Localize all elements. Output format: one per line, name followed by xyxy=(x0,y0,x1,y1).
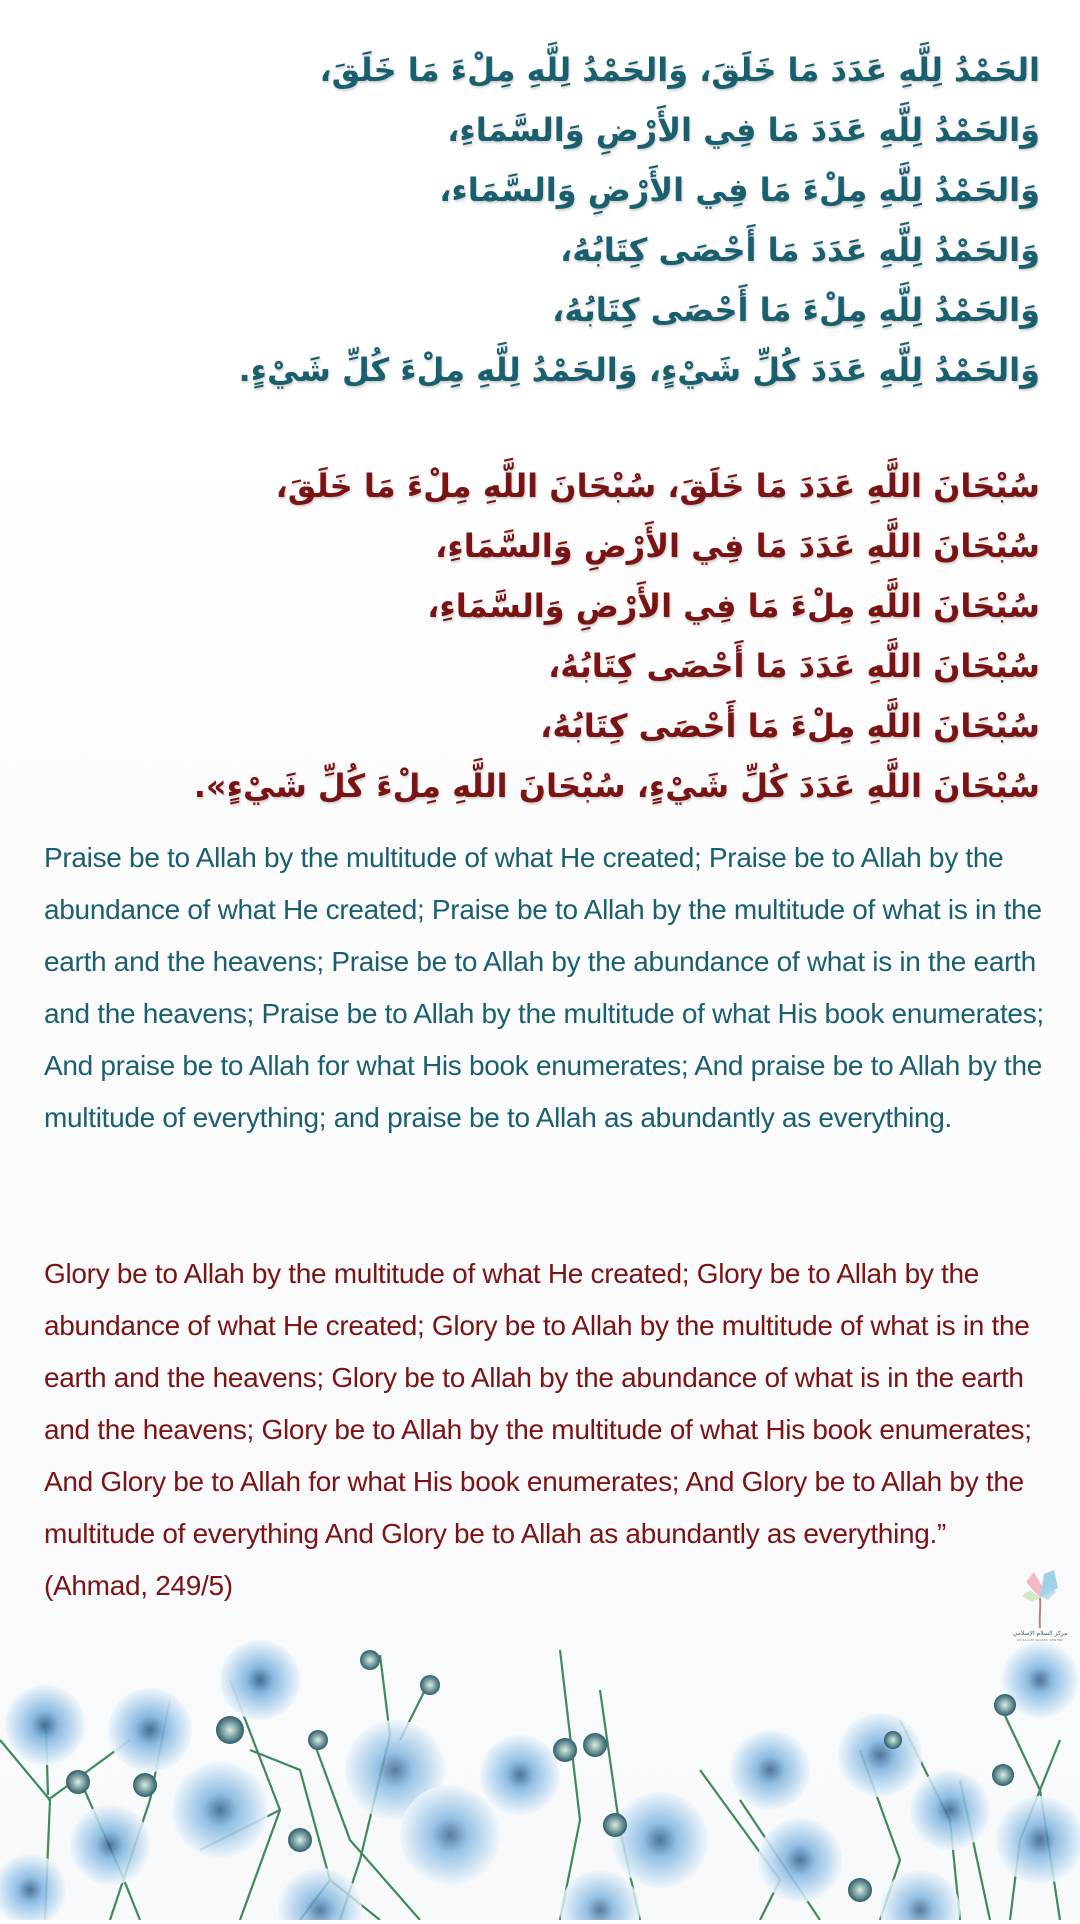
arabic-subhan-line: سُبْحَانَ اللَّهِ مِلْءَ مَا فِي الأَرْضِ وَالسَّمَاءِ، xyxy=(427,587,1040,625)
arabic-hamd-line: وَالحَمْدُ لِلَّهِ عَدَدَ كُلِّ شَيْءٍ، وَالحَمْدُ لِلَّهِ مِلْءَ كُلِّ شَيْءٍ. xyxy=(238,351,1040,389)
logo-arabic-name: مركز السلام الإسلامي xyxy=(1012,1630,1068,1637)
blue-flowers-illustration-icon xyxy=(0,1620,1080,1920)
arabic-hamd-line: وَالحَمْدُ لِلَّهِ عَدَدَ مَا أَحْصَى كِتَابُهُ، xyxy=(560,231,1040,269)
arabic-subhan-line: سُبْحَانَ اللَّهِ عَدَدَ كُلِّ شَيْءٍ، سُبْحَانَ اللَّهِ مِلْءَ كُلِّ شَيْءٍ». xyxy=(193,767,1040,805)
arabic-subhan-line: سُبْحَانَ اللَّهِ عَدَدَ مَا فِي الأَرْضِ وَالسَّمَاءِ، xyxy=(435,527,1040,565)
english-glory-translation: Glory be to Allah by the multitude of what He created; Glory be to Allah by the abundance of what He created; Glory be to Allah by the multitude of what is in the earth and the heavens; Glory be to Allah by the abundance of what is in the earth and the heavens; Glory be to Allah by the multitude of what His book enumerates; And Glory be to Allah for what His book enumerates; And Glory be to Allah by the multitude of everything And Glory be to Allah as abundantly as everything.” (Ahmad, 249/5) xyxy=(44,1258,1032,1601)
arabic-hamd-block xyxy=(40,40,1040,400)
arabic-hamd-line: وَالحَمْدُ لِلَّهِ مِلْءَ مَا فِي الأَرْضِ وَالسَّمَاء، xyxy=(439,171,1040,209)
arabic-subhan-line: سُبْحَانَ اللَّهِ عَدَدَ مَا خَلَقَ، سُبْحَانَ اللَّهِ مِلْءَ مَا خَلَقَ، xyxy=(275,467,1040,505)
arabic-hamd-line: وَالحَمْدُ لِلَّهِ مِلْءَ مَا أَحْصَى كِتَابُهُ، xyxy=(552,291,1040,329)
arabic-subhan-line: سُبْحَانَ اللَّهِ عَدَدَ مَا أَحْصَى كِتَابُهُ، xyxy=(548,647,1040,685)
arabic-hamd-line: وَالحَمْدُ لِلَّهِ عَدَدَ مَا فِي الأَرْضِ وَالسَّمَاءِ، xyxy=(447,111,1040,149)
arabic-subhan-block xyxy=(40,456,1040,816)
english-praise-translation: Praise be to Allah by the multitude of what He created; Praise be to Allah by the abundance of what He created; Praise be to Allah by the multitude of what is in the earth and the heavens; Praise be to Allah by the abundance of what is in the earth and the heavens; Praise be to Allah by the multitude of what His book enumerates; And praise be to Allah for what His book enumerates; And praise be to Allah by the multitude of everything; and praise be to Allah as abundantly as everything. xyxy=(44,842,1044,1133)
arabic-hamd-line: الحَمْدُ لِلَّهِ عَدَدَ مَا خَلَقَ، وَالحَمْدُ لِلَّهِ مِلْءَ مَا خَلَقَ، xyxy=(319,51,1040,89)
logo-english-name: AS SALAM ISLAMIC CENTRE xyxy=(1016,1638,1063,1642)
arabic-subhan-line: سُبْحَانَ اللَّهِ مِلْءَ مَا أَحْصَى كِتَابُهُ، xyxy=(540,707,1040,745)
